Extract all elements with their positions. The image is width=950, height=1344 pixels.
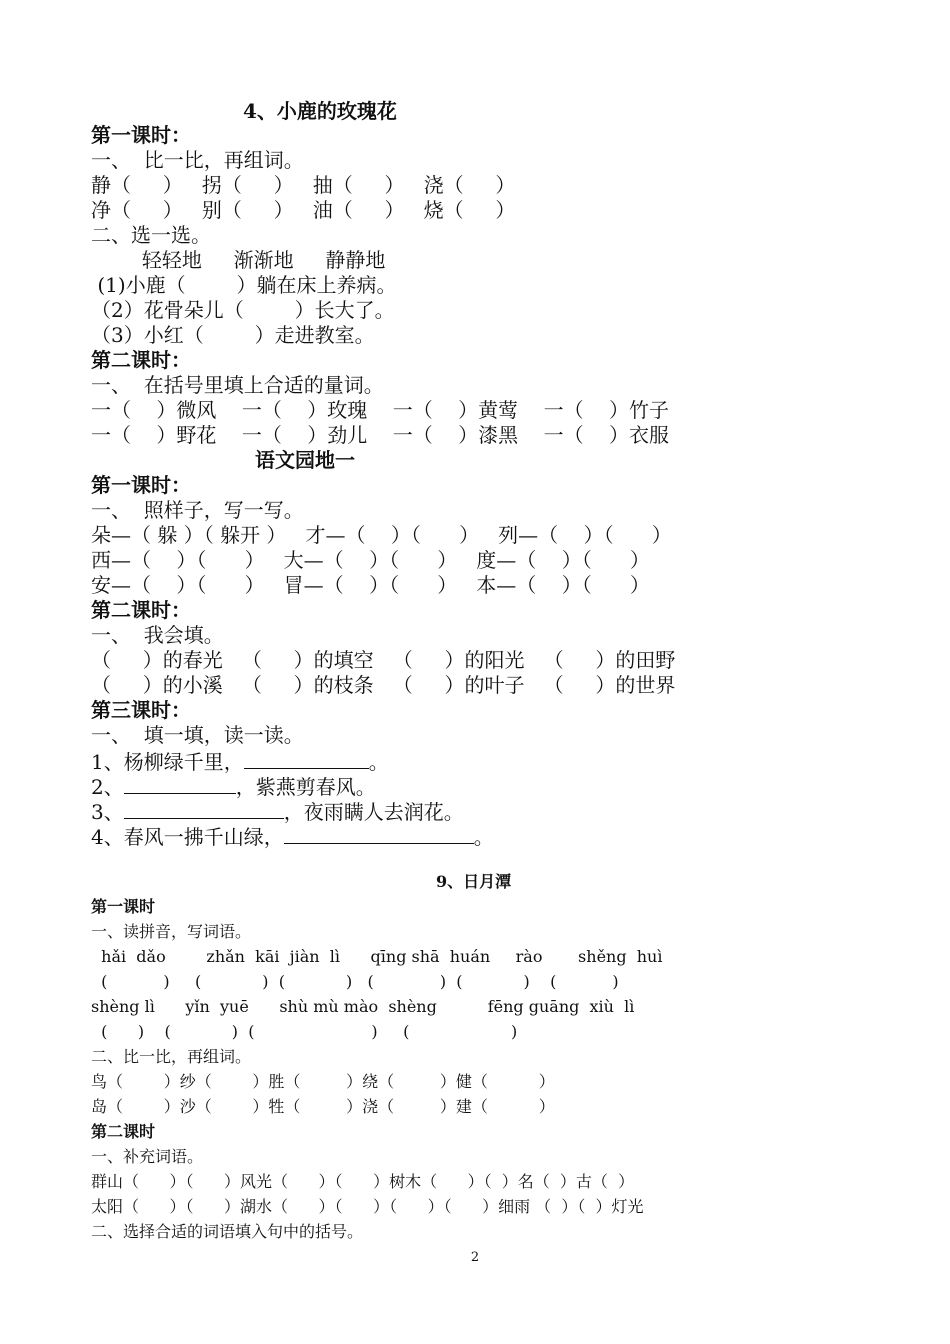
question-pinyin: 一、读拼音，写词语。 [91,922,252,941]
choice-words: 轻轻地 渐渐地 静静地 [91,248,386,272]
answer-blank[interactable] [124,800,284,819]
question-example: 一、 照样子，写一写。 [91,498,304,522]
s2-lesson1-heading: 第一课时： [91,473,191,497]
section-title-yuwen: 语文园地一 [255,448,355,472]
s3-lesson2-heading: 第二课时 [91,1122,156,1141]
complete-row-2: 太阳（ ）（ ）湖水（ ）（ ）（ ）（ ）细雨 （ ）（ ）灯光 [91,1197,644,1216]
compare-row-2: 净（ ） 别（ ） 油（ ） 烧（ ） [91,198,516,222]
compare2-row-2: 岛（ ）沙（ ）牲（ ）浇（ ）建（ ） [91,1097,555,1116]
question-measure-words: 一、 在括号里填上合适的量词。 [91,373,384,397]
pinyin-row-2: shèng lì yǐn yuē shù mù mào shèng fēng guāng xiù lì [91,997,635,1016]
page-number: 2 [470,1250,480,1265]
lesson2-heading: 第二课时： [91,348,191,372]
example-row-2: 西—（ ）（ ） 大—（ ）（ ） 度—（ ）（ ） [91,548,650,572]
question-complete-words: 一、补充词语。 [91,1147,204,1166]
answer-blank[interactable] [244,750,369,769]
example-row-1: 朵—（ 躲 ）（ 躲开 ） 才—（ ）（ ） 列—（ ）（ ） [91,523,672,547]
measure-row-1: 一（ ）微风 一（ ）玫瑰 一（ ）黄莺 一（ ）竹子 [91,398,670,422]
poem-line-3: 3、 ，夜雨瞒人去润花。 [91,800,464,824]
poem-line-4: 4、春风一拂千山绿， 。 [91,825,494,849]
answer-blank[interactable] [284,825,474,844]
sentence-2: （2）花骨朵儿（ ）长大了。 [91,298,395,322]
question-choose: 二、选一选。 [91,223,211,247]
lesson-title-9: 9、日月潭 [436,872,512,891]
complete-row-1: 群山（ ）（ ）风光（ ）（ ）树木（ ）（ ）名（ ）古（ ） [91,1172,635,1191]
question-fill-read: 一、 填一填，读一读。 [91,723,304,747]
measure-row-2: 一（ ）野花 一（ ）劲儿 一（ ）漆黑 一（ ）衣服 [91,423,670,447]
s3-lesson1-heading: 第一课时 [91,897,156,916]
pinyin-brackets-1: ( ) ( ) ( ) ( ) ( ) ( ) [91,972,619,991]
poem-line-2: 2、 ，紫燕剪春风。 [91,775,376,799]
compare-row-1: 静（ ） 拐（ ） 抽（ ） 浇（ ） [91,173,516,197]
sentence-1: (1)小鹿（ ）躺在床上养病。 [91,273,397,297]
s2-lesson2-heading: 第二课时： [91,598,191,622]
lesson1-heading: 第一课时： [91,123,191,147]
pinyin-row-1: hǎi dǎo zhǎn kāi jiàn lì qīng shā huán rào shěng huì [91,947,663,966]
fill-row-1: （ ）的春光 （ ）的填空 （ ）的阳光 （ ）的田野 [91,648,676,672]
question-compare: 一、 比一比，再组词。 [91,148,304,172]
question-select-words: 二、选择合适的词语填入句中的括号。 [91,1222,364,1241]
pinyin-brackets-2: ( ) ( ) ( ) ( ) [91,1022,518,1041]
poem-line-1: 1、杨柳绿千里， 。 [91,750,389,774]
question-compare-2: 二、比一比，再组词。 [91,1047,252,1066]
fill-row-2: （ ）的小溪 （ ）的枝条 （ ）的叶子 （ ）的世界 [91,673,676,697]
sentence-3: （3）小红（ ）走进教室。 [91,323,375,347]
example-row-3: 安—（ ）（ ） 冒—（ ）（ ） 本—（ ）（ ） [91,573,650,597]
s2-lesson3-heading: 第三课时： [91,698,191,722]
lesson-title-4: 4、小鹿的玫瑰花 [243,99,397,123]
compare2-row-1: 鸟（ ）纱（ ）胜（ ）绕（ ）健（ ） [91,1072,555,1091]
answer-blank[interactable] [124,775,236,794]
question-fill: 一、 我会填。 [91,623,224,647]
